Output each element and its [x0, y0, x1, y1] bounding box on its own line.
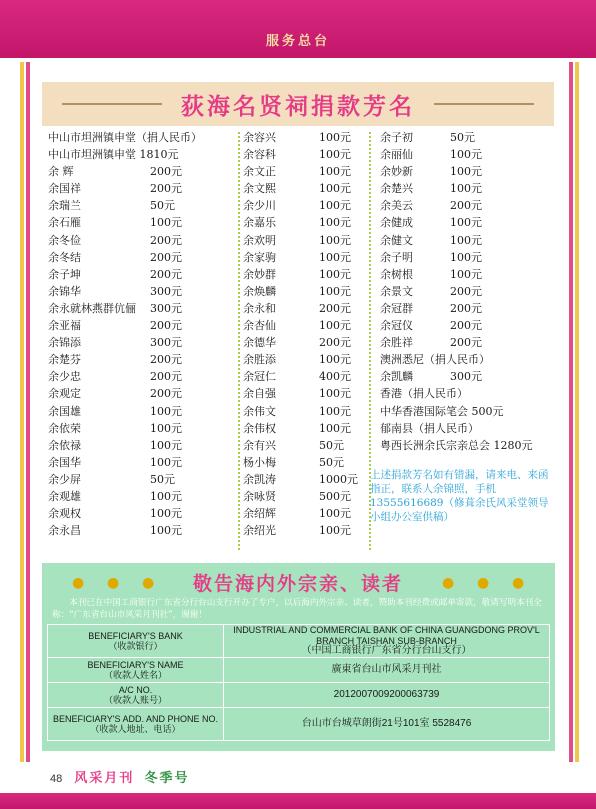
donor-name: 余锦华 [48, 284, 81, 298]
donor-row [380, 403, 560, 420]
donor-list-banner [42, 82, 554, 126]
donor-amount: 200元 [450, 336, 482, 350]
donor-name: 余绍光 [243, 524, 276, 538]
donor-amount: 100元 [450, 165, 482, 179]
donor-amount: 300元 [150, 336, 182, 350]
bank-info-table [47, 624, 550, 741]
donor-amount: 100元 [150, 524, 182, 538]
donor-amount: 50元 [319, 438, 344, 452]
donor-amount: 100元 [319, 284, 351, 298]
donor-row [48, 471, 238, 488]
donor-amount: 300元 [450, 370, 482, 384]
donor-name: 余凯涛 [243, 472, 276, 486]
bank-label-en: A/C NO. [118, 684, 153, 695]
donor-amount: 50元 [150, 199, 175, 213]
donor-name: 余咏贤 [243, 489, 276, 503]
donor-name: 余少忠 [48, 370, 81, 384]
donor-name: 余永和 [243, 301, 276, 315]
donor-row [380, 163, 560, 180]
donor-name: 余树根 [380, 267, 413, 281]
table-row [48, 683, 550, 708]
donor-name: 余绍辉 [243, 507, 276, 521]
donor-amount: 200元 [150, 353, 182, 367]
donor-name: 余少屏 [48, 472, 81, 486]
donor-amount: 200元 [450, 199, 482, 213]
decor-dot: ● [477, 575, 490, 591]
table-row [48, 708, 550, 741]
bank-label-en: BENEFICIARY'S NAME [87, 659, 184, 670]
donor-name: 余永昌 [48, 524, 81, 538]
donor-row [243, 471, 358, 488]
donor-name: 郁南县（捐人民币） [380, 421, 479, 435]
bank-label-cn: （收款银行） [108, 641, 163, 651]
magazine-name: 风采月刊 [74, 771, 135, 786]
donor-row [380, 214, 560, 231]
donor-name: 余石雁 [48, 216, 81, 230]
donor-row [48, 197, 238, 214]
donor-row [243, 180, 358, 197]
donor-name: 余文正 [243, 165, 276, 179]
donor-row [380, 180, 560, 197]
donor-name: 余瑞兰 [48, 199, 81, 213]
donor-name: 余妙新 [380, 165, 413, 179]
donor-amount: 500元 [319, 489, 351, 503]
donor-amount: 100元 [150, 489, 182, 503]
donor-name: 余观定 [48, 387, 81, 401]
donor-name: 杨小梅 [243, 455, 276, 469]
donor-name: 余伟文 [243, 404, 276, 418]
donor-name: 余德华 [243, 336, 276, 350]
bank-value-cell [224, 708, 550, 741]
donor-name: 余楚兴 [380, 182, 413, 196]
donor-row [48, 454, 238, 471]
donor-name: 余景文 [380, 284, 413, 298]
banner-rule-right [434, 103, 534, 105]
bank-label-cell [48, 658, 224, 683]
donor-name: 余观权 [48, 507, 81, 521]
donor-row [48, 232, 238, 249]
donor-name: 余伟权 [243, 421, 276, 435]
donor-name: 余冬结 [48, 250, 81, 264]
donor-row [48, 334, 238, 351]
donor-name: 中山市坦洲镇申堂（捐人民币） [48, 131, 202, 144]
bank-label-cn: （收款人地址、电话） [90, 724, 181, 734]
donor-row [48, 214, 238, 231]
donor-row [380, 249, 560, 266]
donor-amount: 100元 [450, 148, 482, 162]
issue-name: 冬季号 [144, 771, 190, 786]
table-row [48, 658, 550, 683]
donor-row [243, 522, 358, 539]
donor-name: 中华香港国际笔会 500元 [380, 404, 504, 418]
donor-amount: 100元 [319, 165, 351, 179]
right-decor-stripe-gold [575, 62, 579, 762]
donor-row [243, 163, 358, 180]
donor-row [380, 146, 560, 163]
donor-amount: 100元 [150, 507, 182, 521]
donor-row [380, 129, 560, 146]
donor-row [243, 454, 358, 471]
donor-amount: 100元 [319, 353, 351, 367]
donor-row [243, 437, 358, 454]
donor-row [243, 300, 358, 317]
donor-amount: 1000元 [319, 472, 358, 486]
donor-amount: 200元 [150, 182, 182, 196]
donor-amount: 100元 [150, 438, 182, 452]
donor-row [243, 197, 358, 214]
donor-name: 中山市坦洲镇申堂 1810元 [48, 148, 179, 162]
donor-row [380, 197, 560, 214]
donor-name: 香港（捐人民币） [380, 387, 468, 401]
donor-amount: 200元 [319, 336, 351, 350]
donor-row [380, 385, 560, 402]
donor-name: 余嘉乐 [243, 216, 276, 230]
donor-amount: 100元 [319, 199, 351, 213]
donor-row [48, 420, 238, 437]
donor-row [48, 163, 238, 180]
donor-row [48, 385, 238, 402]
donor-name: 余楚芬 [48, 353, 81, 367]
donor-row [380, 420, 560, 437]
donor-row [48, 351, 238, 368]
donor-name: 余丽仙 [380, 148, 413, 162]
donor-name: 余妙群 [243, 267, 276, 281]
donor-name: 余亚福 [48, 319, 81, 333]
donor-amount: 200元 [150, 165, 182, 179]
decor-dot: ● [512, 575, 525, 591]
donor-name: 余焕麟 [243, 284, 276, 298]
donor-amount: 100元 [319, 404, 351, 418]
donor-name: 余国华 [48, 455, 81, 469]
donor-amount: 100元 [319, 182, 351, 196]
column-separator-1 [238, 132, 240, 550]
donor-amount: 100元 [150, 404, 182, 418]
donor-row [243, 214, 358, 231]
donor-name: 余永就林燕群伉俪 [48, 301, 136, 315]
section-title: 服务总台 [265, 34, 330, 49]
donor-name: 余家驹 [243, 250, 276, 264]
donor-row [48, 488, 238, 505]
donor-row [48, 180, 238, 197]
donor-name: 余有兴 [243, 438, 276, 452]
table-row [48, 625, 550, 658]
donor-row [380, 317, 560, 334]
donor-name: 余胜添 [243, 353, 276, 367]
donor-amount: 300元 [150, 284, 182, 298]
donor-name: 粤西长洲余氏宗亲总会 1280元 [380, 438, 533, 452]
donor-row [243, 232, 358, 249]
donor-row [48, 129, 238, 146]
donor-amount: 100元 [319, 387, 351, 401]
donor-row [48, 146, 238, 163]
donor-row [380, 283, 560, 300]
donor-row [48, 437, 238, 454]
donor-row [243, 146, 358, 163]
donor-amount: 100元 [319, 421, 351, 435]
donor-row [380, 334, 560, 351]
donor-name: 余容兴 [243, 131, 276, 144]
page-number: 48 [50, 773, 63, 785]
donor-row [243, 334, 358, 351]
donor-list-title: 荻海名贤祠捐款芳名 [181, 93, 415, 120]
donor-row [243, 249, 358, 266]
donor-column-2 [243, 129, 358, 539]
banner-rule-left [62, 103, 162, 105]
bottom-band [0, 793, 596, 809]
donor-name: 余容科 [243, 148, 276, 162]
donor-amount: 200元 [150, 387, 182, 401]
donor-name: 余冠仪 [380, 319, 413, 333]
donor-amount: 100元 [450, 250, 482, 264]
donor-amount: 100元 [319, 524, 351, 538]
donor-row [48, 266, 238, 283]
donor-amount: 100元 [319, 148, 351, 162]
notice-box [42, 563, 555, 751]
donor-row [243, 283, 358, 300]
donor-amount: 100元 [450, 233, 482, 247]
bank-label-cell [48, 625, 224, 658]
bank-value-cn: 2012007009200063739 [333, 688, 440, 700]
left-decor-stripe-gold [20, 62, 24, 762]
donor-name: 余 辉 [48, 165, 74, 179]
donor-row [380, 351, 560, 368]
donor-amount: 200元 [150, 319, 182, 333]
donor-row [243, 488, 358, 505]
donor-name: 余冬俭 [48, 233, 81, 247]
donor-amount: 200元 [450, 301, 482, 315]
decor-dot: ● [142, 575, 155, 591]
donor-amount: 100元 [450, 216, 482, 230]
donor-row [48, 300, 238, 317]
bank-value-cell [224, 683, 550, 708]
donor-amount: 300元 [150, 301, 182, 315]
donor-amount: 200元 [150, 370, 182, 384]
donor-row [380, 266, 560, 283]
bank-value-cell [224, 658, 550, 683]
donor-row [48, 283, 238, 300]
bank-value-cell [224, 625, 550, 658]
donor-row [48, 317, 238, 334]
donor-name: 余国祥 [48, 182, 81, 196]
donor-row [48, 249, 238, 266]
donor-name: 余健文 [380, 233, 413, 247]
donor-row [380, 232, 560, 249]
donor-name: 余锦添 [48, 336, 81, 350]
donor-amount: 100元 [150, 216, 182, 230]
donor-row [243, 420, 358, 437]
donor-row [243, 505, 358, 522]
page-footer [50, 767, 190, 786]
donor-amount: 100元 [450, 267, 482, 281]
bank-label-cn: （收款人姓名） [103, 670, 167, 680]
decor-dot: ● [72, 575, 85, 591]
donor-name: 余依禄 [48, 438, 81, 452]
bank-value-cn: 台山市台城草朗街21号101室 5528476 [301, 717, 472, 729]
bank-label-cell [48, 708, 224, 741]
donor-row [48, 368, 238, 385]
donor-name: 余冠仁 [243, 370, 276, 384]
donor-name: 余国雄 [48, 404, 81, 418]
right-decor-stripe-pink [569, 62, 573, 762]
donor-name: 余少川 [243, 199, 276, 213]
donor-row [48, 522, 238, 539]
donor-name: 余子坤 [48, 267, 81, 281]
donor-amount: 100元 [150, 455, 182, 469]
donor-amount: 100元 [319, 233, 351, 247]
bank-label-cn: （收款人账号） [103, 695, 167, 705]
donor-amount: 200元 [150, 267, 182, 281]
donor-name: 余子初 [380, 131, 413, 144]
donor-amount: 100元 [450, 182, 482, 196]
donor-amount: 100元 [150, 421, 182, 435]
donor-name: 余子明 [380, 250, 413, 264]
donor-row [380, 437, 560, 454]
header-band [0, 0, 596, 58]
donor-column-3 [380, 129, 560, 454]
notice-title: 敬告海内外宗亲、读者 [192, 573, 403, 595]
donor-row [243, 129, 358, 146]
donor-amount: 100元 [319, 267, 351, 281]
donor-name: 余美云 [380, 199, 413, 213]
donor-name: 澳洲悉尼（捐人民币） [380, 353, 490, 367]
donor-amount: 100元 [319, 216, 351, 230]
donor-row [243, 403, 358, 420]
donor-amount: 50元 [150, 472, 175, 486]
bank-value-en: INDUSTRIAL AND COMMERCIAL BANK OF CHINA GUANGDONG PROV'L BRANCH TAISHAN SUB-BRANCH [233, 625, 540, 646]
donor-row [48, 403, 238, 420]
donor-amount: 200元 [450, 284, 482, 298]
donor-amount: 50元 [450, 131, 475, 144]
bank-value-cn: （中国工商银行广东省分行台山支行） [301, 645, 472, 657]
donor-name: 余胜祥 [380, 336, 413, 350]
donor-name: 余依荣 [48, 421, 81, 435]
donor-name: 余欢明 [243, 233, 276, 247]
donor-name: 余凯麟 [380, 370, 413, 384]
donor-amount: 50元 [319, 455, 344, 469]
donor-amount: 100元 [319, 319, 351, 333]
decor-dot: ● [107, 575, 120, 591]
bank-label-en: BENEFICIARY'S ADD. AND PHONE NO. [52, 713, 219, 724]
decor-dot: ● [442, 575, 455, 591]
donor-row [243, 317, 358, 334]
donor-row [380, 368, 560, 385]
donor-row [380, 300, 560, 317]
donor-name: 余健成 [380, 216, 413, 230]
donor-amount: 400元 [319, 370, 351, 384]
donor-amount: 200元 [319, 301, 351, 315]
donor-row [243, 351, 358, 368]
donor-row [243, 266, 358, 283]
donor-column-1 [48, 129, 238, 539]
donor-amount: 100元 [319, 507, 351, 521]
donor-name: 余自强 [243, 387, 276, 401]
bank-label-cell [48, 683, 224, 708]
donor-amount: 200元 [150, 250, 182, 264]
bank-label-en: BENEFICIARY'S BANK [88, 630, 183, 641]
donor-amount: 100元 [319, 131, 351, 144]
donor-row [243, 385, 358, 402]
left-decor-stripe-pink [26, 62, 30, 762]
bank-value-cn: 廣東省台山市风采月刊社 [331, 663, 442, 675]
notice-body: 本刊已在中国工商银行广东省分行台山支行开办了专户，以后海内外宗亲、读者，赞助本刊经费或邮单寄款，敬请写明本刊全称：“广东省台山市风采月刊社”，谢谢！ [52, 598, 542, 620]
donor-amount: 200元 [150, 233, 182, 247]
donor-row [243, 368, 358, 385]
donor-row [48, 505, 238, 522]
donor-name: 余冠群 [380, 301, 413, 315]
donor-amount: 100元 [319, 250, 351, 264]
donor-name: 余观雄 [48, 489, 81, 503]
donor-name: 余杏仙 [243, 319, 276, 333]
donor-amount: 200元 [450, 319, 482, 333]
correction-note: 上述捐款芳名如有错漏，请来电、来函指正，联系人余锦照，手机13555616689（修葺余氏风采堂领导小组办公室供稿） [370, 469, 549, 523]
donor-name: 余文熙 [243, 182, 276, 196]
